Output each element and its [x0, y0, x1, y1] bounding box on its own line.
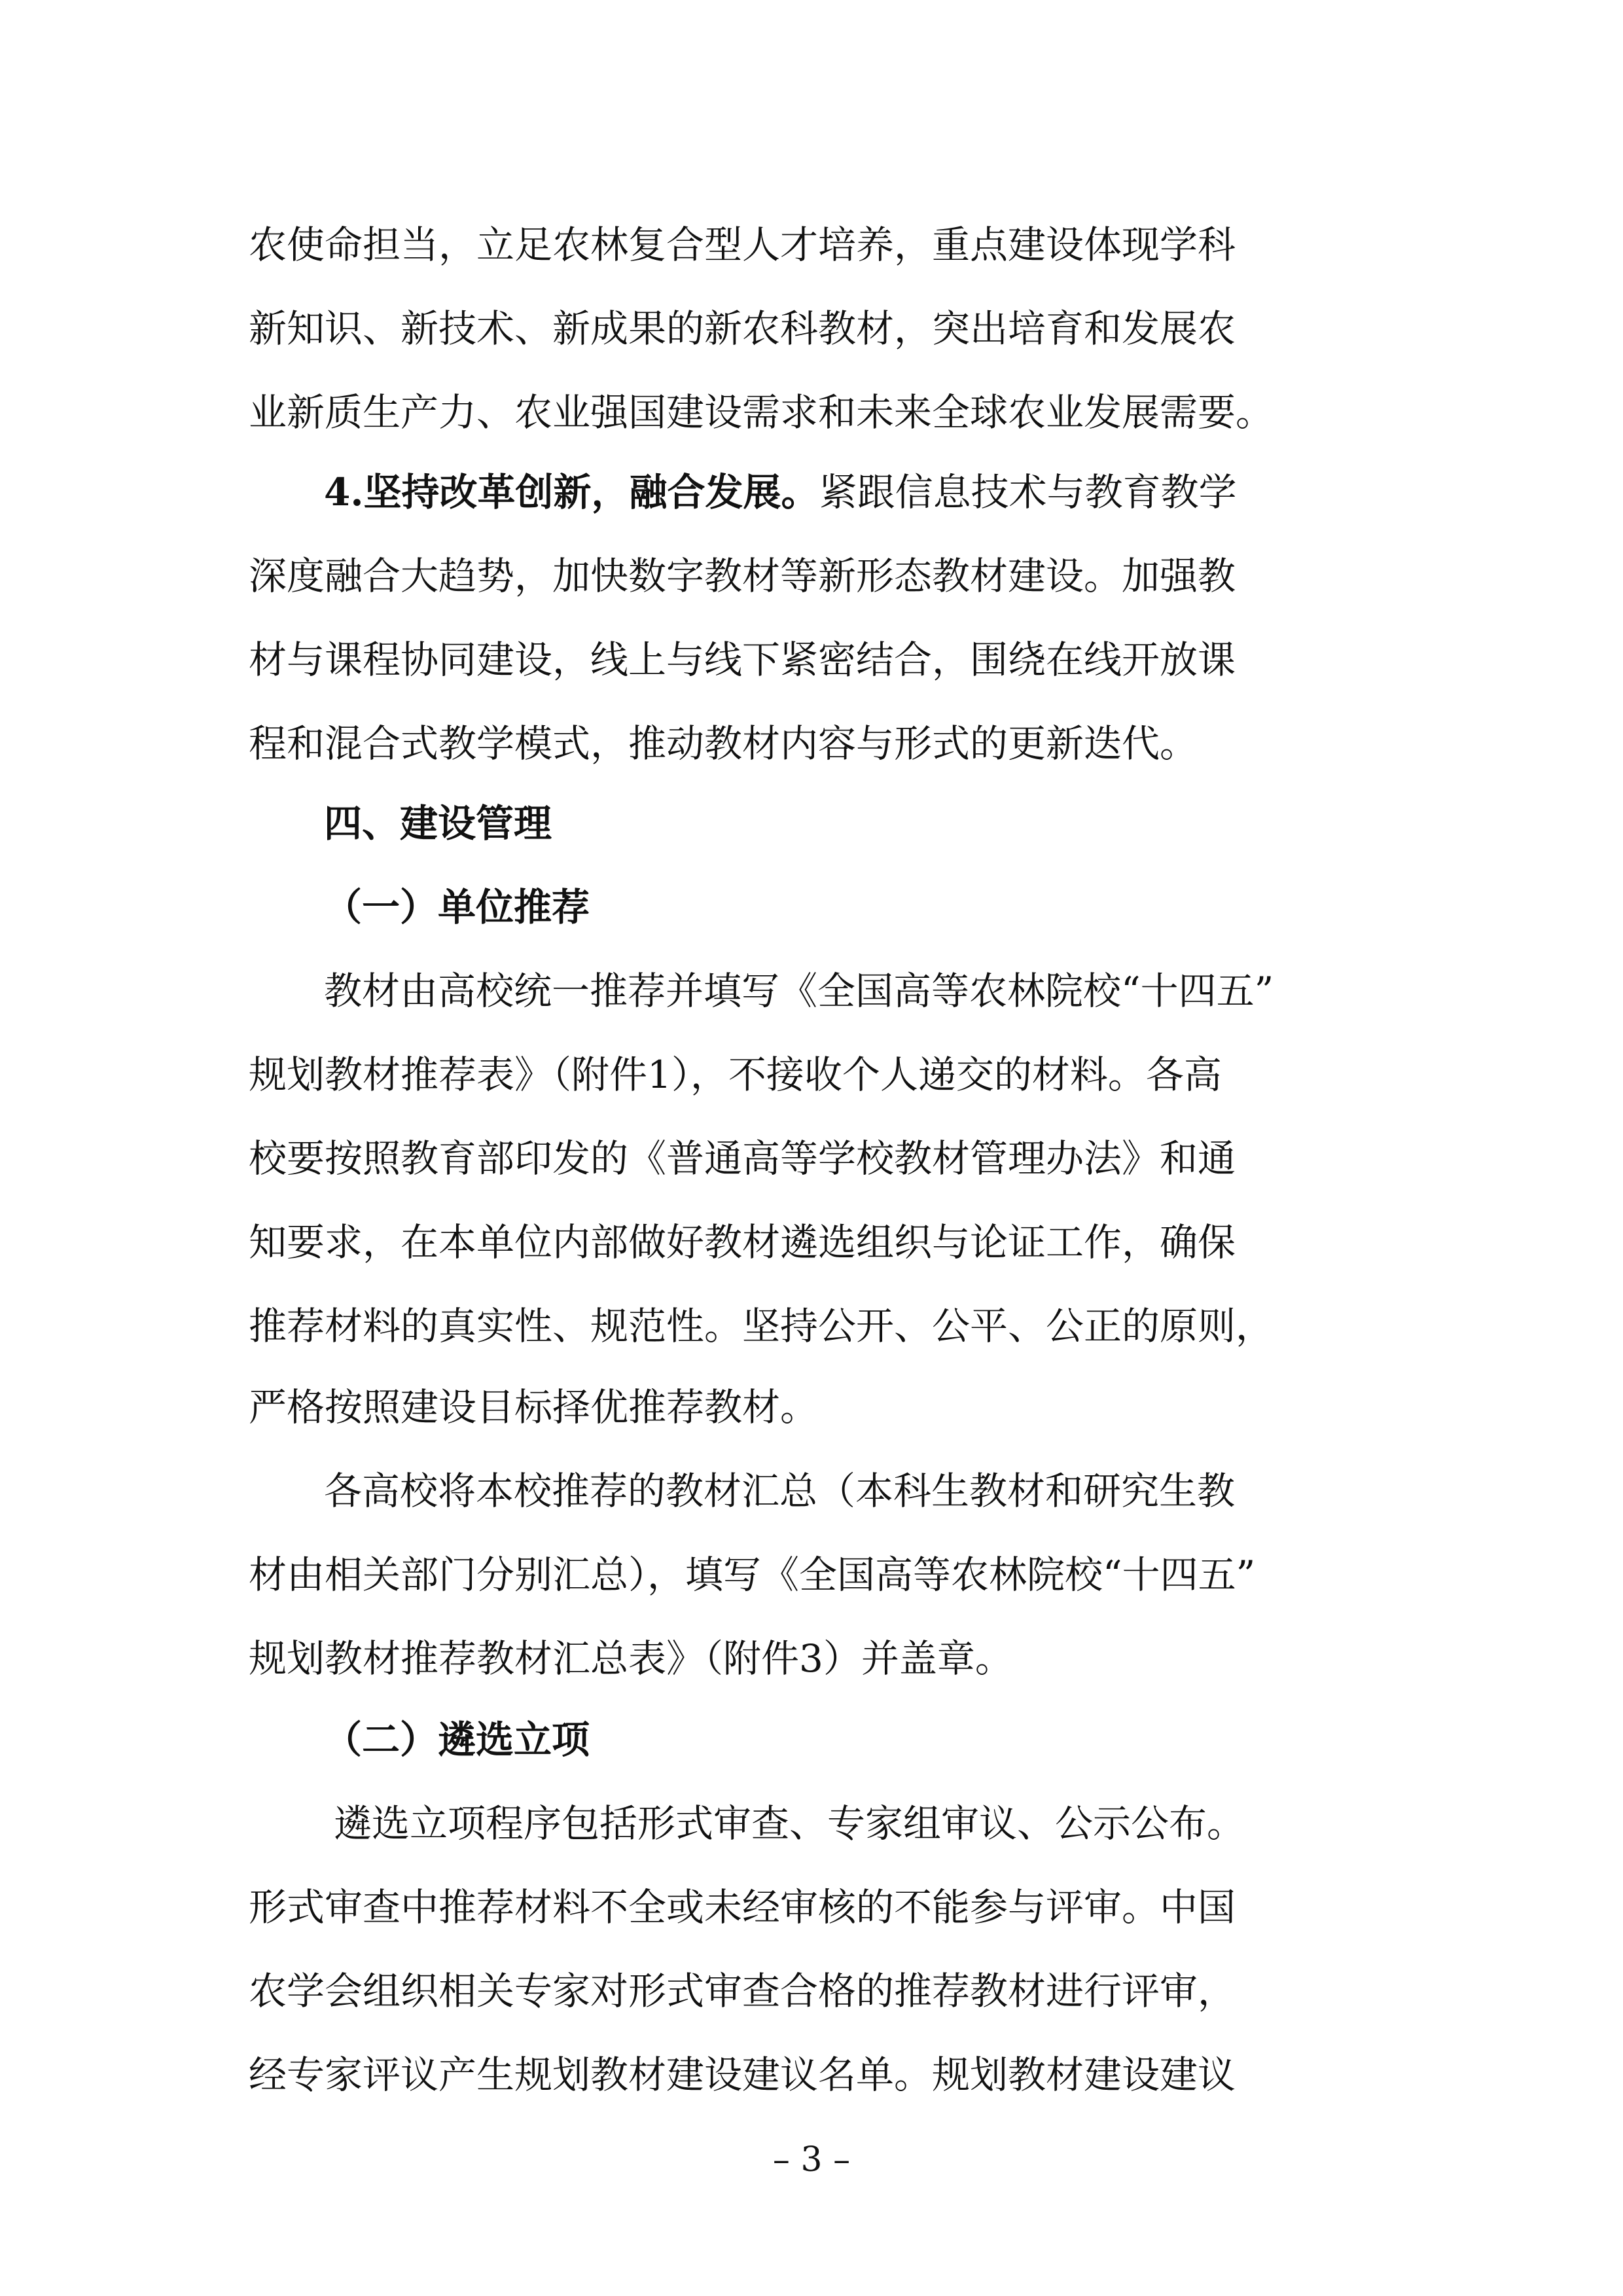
text-line: 规划教材推荐表》（附件1），不接收个人递交的材料。各高: [249, 1052, 1222, 1097]
text-line: 教材由高校统一推荐并填写《全国高等农林院校“十四五”: [324, 969, 1274, 1013]
text-line: 材由相关部门分别汇总），填写《全国高等农林院校“十四五”: [249, 1552, 1256, 1597]
text-line: 业新质生产力、农业强国建设需求和未来全球农业发展需要。: [249, 390, 1274, 435]
text-line: 推荐材料的真实性、规范性。坚持公开、公平、公正的原则，: [249, 1304, 1274, 1348]
text-line: 遴选立项程序包括形式审查、专家组审议、公示公布。: [334, 1801, 1245, 1846]
principle-lead: 4.坚持改革创新，融合发展。: [324, 470, 819, 514]
text-line: [324, 466, 1469, 518]
text-line: 规划教材推荐教材汇总表》（附件3）并盖章。: [249, 1636, 1013, 1681]
subsection-heading: （一）单位推荐: [324, 885, 590, 929]
text-line: 材与课程协同建设，线上与线下紧密结合，围绕在线开放课: [249, 637, 1236, 682]
text-line: 农学会组织相关专家对形式审查合格的推荐教材进行评审，: [249, 1969, 1236, 2013]
text-line: 深度融合大趋势，加快数字教材等新形态教材建设。加强教: [249, 554, 1236, 598]
text-line: 农使命担当，立足农林复合型人才培养，重点建设体现学科: [249, 223, 1236, 267]
page-number: – 3 –: [772, 2140, 851, 2179]
text-line: 知要求，在本单位内部做好教材遴选组织与论证工作，确保: [249, 1220, 1236, 1265]
text-line: 各高校将本校推荐的教材汇总（本科生教材和研究生教: [324, 1469, 1236, 1513]
text-line: 经专家评议产生规划教材建设建议名单。规划教材建设建议: [249, 2053, 1236, 2097]
principle-text: 紧跟信息技术与教育教学: [819, 470, 1237, 514]
text-line: 程和混合式教学模式，推动教材内容与形式的更新迭代。: [249, 721, 1198, 766]
text-line: 形式审查中推荐材料不全或未经审核的不能参与评审。中国: [249, 1885, 1236, 1929]
subsection-heading: （二）遴选立项: [324, 1717, 590, 1762]
text-line: 校要按照教育部印发的《普通高等学校教材管理办法》和通: [249, 1136, 1236, 1181]
text-line: 新知识、新技术、新成果的新农科教材，突出培育和发展农: [249, 306, 1236, 351]
section-heading: 四、建设管理: [324, 801, 552, 846]
text-line: 严格按照建设目标择优推荐教材。: [249, 1385, 819, 1429]
